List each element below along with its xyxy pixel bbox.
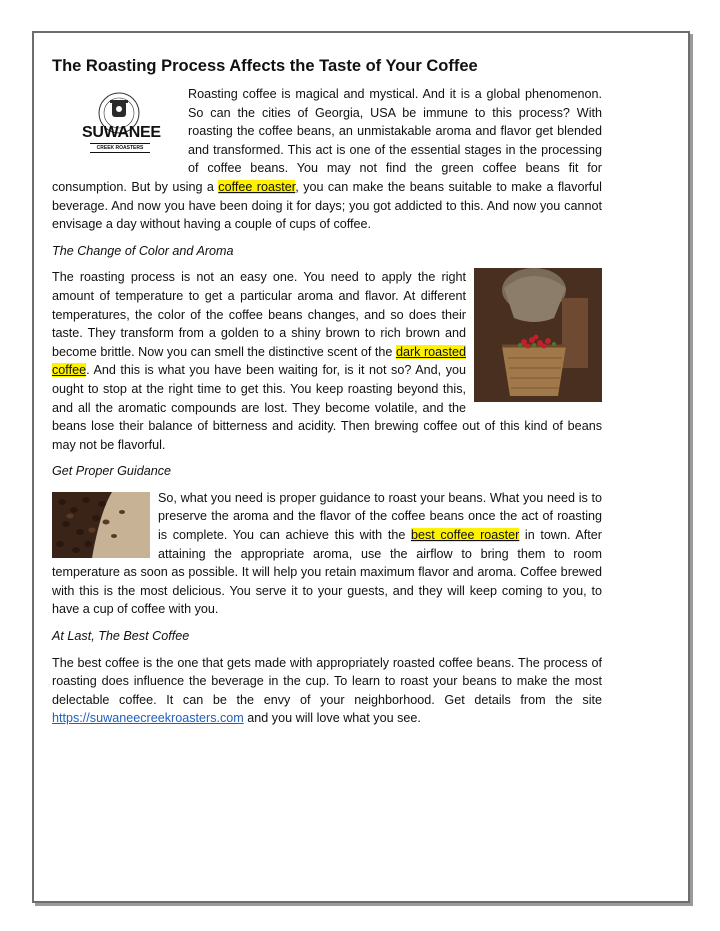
logo-subtitle: CREEK ROASTERS — [90, 143, 150, 153]
best-coffee-paragraph: The best coffee is the one that gets made with appropriately roasted coffee beans. The process of roasting does influence the beverage in the cup. To learn to roast your beans to make the most delectable coffee. It can be the envy of your neighborhood. Get details from the site https://suwaneecreekroasters.com and you will love what you see. — [52, 655, 602, 726]
coffee-beans-photo — [52, 492, 150, 558]
guidance-paragraph: So, what you need is proper guidance to roast your beans. What you need is to preserve the aroma and the flavor of the coffee beans once the act of roasting is complete. You can achieve this with the best coffee roaster in town. After attaining the appropriate aroma, use the airflow to bring them to room temperature as soon as possible. It will help you retain maximum flavor and aroma. Coffee brewed with this is the most delicious. You serve it to your guests, and they will keep coming to you, to have a cup of coffee with you. — [52, 490, 602, 617]
suwanee-logo — [52, 85, 186, 177]
dark-roasted-coffee-link[interactable]: dark roasted coffee — [52, 344, 466, 378]
section-heading-color-aroma: The Change of Color and Aroma — [52, 243, 234, 258]
document-title: The Roasting Process Affects the Taste of Your Coffee — [52, 57, 478, 75]
section-heading-best-coffee: At Last, The Best Coffee — [52, 629, 190, 644]
section-heading-guidance: Get Proper Guidance — [52, 464, 172, 479]
document-body — [52, 55, 602, 736]
coffee-roaster-link[interactable]: coffee roaster — [218, 179, 296, 194]
logo-brand: SUWANEE — [82, 124, 161, 141]
website-link[interactable]: https://suwaneecreekroasters.com — [52, 711, 244, 726]
best-coffee-roaster-link[interactable]: best coffee roaster — [410, 528, 520, 543]
coffee-basket-photo — [474, 268, 602, 402]
color-aroma-paragraph: The roasting process is not an easy one. You need to apply the right amount of temperature to get a particular aroma and flavor. At different temperatures, the color of the coffee beans changes, and so does their taste. They transform from a golden to a shiny brown to rich brown and become brittle. Now you can smell the distinctive scent of the dark roasted coffee. And this is what you have been waiting for, is it not so? And, you ought to stop at the right time to get this. You keep roasting beyond this, and all the aromatic compounds are lost. They become volatile, and the beans lose their balance of bitterness and acidity. Then brewing coffee out of this kind of beans may not be flavorful. — [52, 270, 602, 452]
intro-paragraph: Roasting coffee is magical and mystical. And it is a global phenomenon. So can the cities of Georgia, USA be immune to this process? With roasting the coffee beans, an unmistakable aroma and flavor get blended and transformed. This act is one of the essential stages in the processing of coffee beans. You may not find the green coffee beans fit for consumption. But by using a coffee roaster, you can make the beans suitable to make a flavorful beverage. And now you have been doing it for days; you got addicted to this. And now you cannot envisage a day without having a couple of cups of coffee. — [52, 87, 602, 232]
